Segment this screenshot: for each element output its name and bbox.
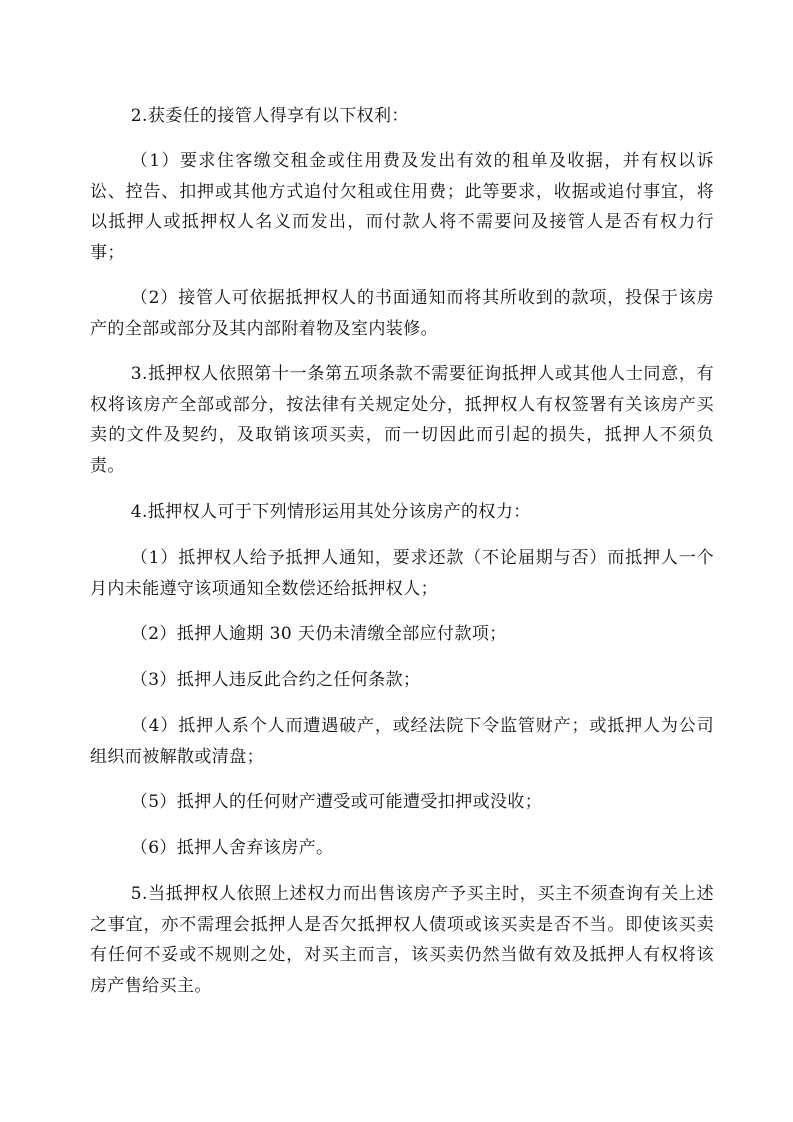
- paragraph-case-2-overdue: （2）抵押人逾期 30 天仍未清缴全部应付款项；: [130, 624, 507, 644]
- paragraph-clause-3-disposal: 3.抵押权人依照第十一条第五项条款不需要征询抵押人或其他人士同意，有权将该房产全部或部分，按法律有关规定处分，抵押权人有权签署有关该房产买卖的文件及契约，及取销该项买卖，而一切因此而引起的损失，抵押人不须负责。: [90, 364, 714, 476]
- paragraph-case-1-notice: （1）抵押权人给予抵押人通知，要求还款（不论届期与否）而抵押人一个月内未能遵守该项通知全数偿还给抵押权人；: [90, 548, 714, 599]
- paragraph-case-4-bankruptcy: （4）抵押人系个人而遭遇破产，或经法院下令监管财产；或抵押人为公司组织而被解散或清盘；: [90, 716, 714, 767]
- paragraph-case-6-abandon: （6）抵押人舍弃该房产。: [130, 838, 334, 858]
- paragraph-case-3-breach: （3）抵押人违反此合约之任何条款；: [130, 670, 421, 690]
- paragraph-item-1-collect-rent: （1）要求住客缴交租金或住用费及发出有效的租单及收据，并有权以诉讼、控告、扣押或其他方式追付欠租或住用费；此等要求，收据或追付事宜，将以抵押人或抵押权人名义而发出，而付款人将不需要问及接管人是否有权力行事；: [90, 151, 714, 263]
- paragraph-receiver-rights-heading: 2.获委任的接管人得享有以下权利：: [130, 106, 409, 126]
- paragraph-case-5-seizure: （5）抵押人的任何财产遭受或可能遭受扣押或没收；: [130, 792, 543, 812]
- paragraph-clause-4-heading: 4.抵押权人可于下列情形运用其处分该房产的权力：: [130, 502, 531, 522]
- paragraph-item-2-insurance: （2）接管人可依据抵押权人的书面通知而将其所收到的款项，投保于该房产的全部或部分及其内部附着物及室内装修。: [90, 288, 714, 339]
- paragraph-clause-5-sale: 5.当抵押权人依照上述权力而出售该房产予买主时，买主不须查询有关上述之事宜，亦不需理会抵押人是否欠抵押权人债项或该买卖是否不当。即使该买卖有任何不妥或不规则之处，对买主而言，该买卖仍然当做有效及抵押人有权将该房产售给买主。: [90, 884, 714, 996]
